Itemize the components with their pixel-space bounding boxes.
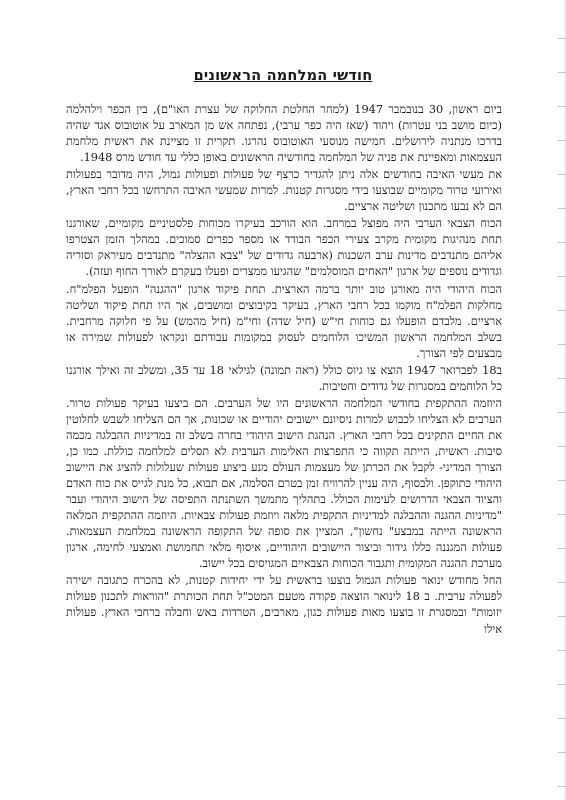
document-title: חודשי המלחמה הראשונים <box>193 68 373 84</box>
paragraph: את מעשי האיבה בחודשים אלה ניתן להגדיר כרצף של פעולות ופעולות גמול, היה מדובר בפעולות ואירועי טרור מקומיים שבוצעו בידי מסגרות קטנות. למרות שמעשי האיבה התרחשו בכל רחבי הארץ, הם לא נבעו מתכנון ושליטה ארציים. <box>66 168 502 214</box>
edge-mark <box>558 174 566 175</box>
edge-mark <box>558 208 566 209</box>
paragraph: הכוח הצבאי הערבי היה מפוצל במרחב. הוא הורכב בעיקרו מכוחות פלסטיניים מקומיים, שאורגנו תחת מנהיגות מקומית מקרב צעירי הכפר הבודד או מספר כפרים סמוכים. במהלך הזמן הצטרפו אליהם מתנדבים מדינות ערב השכנות (ארבעה גדודים של "צבא ההצלה" מתנדבים מעיראק וסוריה וגדודים נוספים של ארגון "האחים המוסלמים" שהגיעו ממצרים ופעלו בעקרם לאורך החוף ועזה). <box>66 217 502 279</box>
edge-mark <box>558 786 566 787</box>
edge-mark <box>558 616 566 617</box>
edge-mark <box>558 514 566 515</box>
edge-mark <box>558 140 566 141</box>
paragraph: ב18 לפברואר 1947 הוצא צו גיוס כולל (ראה תמונה) לגילאי 18 עד 35, ומשלב זה ואילך אורגנו כל הלוחמים במסגרות של גדודים וחטיבות. <box>66 363 502 393</box>
edge-mark <box>558 378 566 379</box>
page-edge-marks <box>552 0 566 800</box>
edge-mark <box>558 38 566 39</box>
edge-mark <box>558 718 566 719</box>
paragraph: הכוח היהודי היה מאורגן טוב יותר ברמה הארצית. תחת פיקוד ארגון "ההגנה" הופעל הפלמ"ח. מחלקות הפלמ"ח מוקמו בכל רחבי הארץ, בעיקר בקיבוצים ומושבים, אך היו תחת פיקוד ושליטה ארציים. מלבדם הופעלו גם כוחות חי"ש (חיל שדה) וחי"מ (חיל מהמש) על פי חלוקה מרחבית. בשלב המלחמה הראשון המשיכו הלוחמים לעסוק במקומות עבודתם ונקראו לפעולות שמירה או מבצעים לפי הצורך. <box>66 282 502 360</box>
edge-mark <box>558 106 566 107</box>
edge-mark <box>558 480 566 481</box>
edge-mark <box>558 412 566 413</box>
edge-mark <box>558 752 566 753</box>
document-body <box>66 102 502 639</box>
edge-mark <box>558 650 566 651</box>
edge-mark <box>558 310 566 311</box>
edge-mark <box>558 684 566 685</box>
edge-mark <box>558 344 566 345</box>
edge-mark <box>558 582 566 583</box>
edge-mark <box>558 276 566 277</box>
paragraph: ביום ראשון, 30 בנובמבר 1947 (למחר החלטת החלוקה של עצרת האו"ם), בין הכפר וילהלמה (כיום מושב בני עטרות) ויהוד (שאז היה כפר ערבי), נפתחה אש מן המארב על אוטובוס אגד שהיה בדרכו מנתניה לירושלים. חמישה מנוסעי האוטובוס נהרגו. תקרית זו מציינת את ראשית מלחמת העצמאות ומאפיינת את פניה של המלחמה בחודשיה הראשונים באופן כללי עד חודש מרס 1948. <box>66 103 502 165</box>
edge-mark <box>558 446 566 447</box>
edge-mark <box>558 548 566 549</box>
paragraph: היוזמה ההתקפית בחודשי המלחמה הראשונים היו של הערבים. הם ביצעו בעיקר פעולות טרור. הערבים לא הצליחו לכבוש למרות ניסיונם יישובים יהודיים או שכונות, אך הם הצליחו לשבש לחלוטין את החיים התקינים בכל רחבי הארץ. הנהגת הישוב היהודי בחרה בשלב זה במדיניות ההבלגה מכמה סיבות. ראשית, הייתה תקווה כי התפרצות האלימות הערבית לא תסלים למלחמה כוללת. כמו כן, הצורך המדיני- לקבל את הכרתן של מעצמות העולם מנע ביצוע פעולות שעלולות להציג את היישוב היהודי כתוקפן. ולבסוף, היה עניין להרוויח זמן בטרם הסלמה, אם תבוא, כל מנת לגייס את כוח האדם והציוד הצבאי הדרושים לעימות הכולל. בתהליך מתמשך השתנתה התפיסה של הישוב היהודי ועבר "מדיניות ההגנה וההבלגה למדיניות התקפית מלאה ויוזמת פעולות צבאיות. היוזמה ההתקפית המלאה הראשונה הייתה במבצע" נחשון", המציין את סופה של התקופה הראשונה במלחמת העצמאות. פעולות המגננה כללו גידור וביצור היישובים היהודיים, איסוף מלאי תחמושת ואמצעי לחימה, ארגון מערכת ההגנה המקומית ותגבור הכוחות הצבאיים המגויסים בכל יישוב. <box>66 396 502 571</box>
paragraph: החל מחודש ינואר פעולות הגמול בוצעו בראשית על ידי יחידות קטנות, לא בהכרח כתגובה ישירה לפעולה ערבית. ב 18 לינואר הוצאה פקודה מטעם המטכ"ל תחת הכותרת "הוראות לתכנון פעולות יזומות" ובמסגרת זו בוצעו מאות פעולות כגון, מארבים, הטרדות באש וחבלה ברחבי הארץ. פעולות אילו <box>66 574 502 636</box>
edge-mark <box>558 242 566 243</box>
